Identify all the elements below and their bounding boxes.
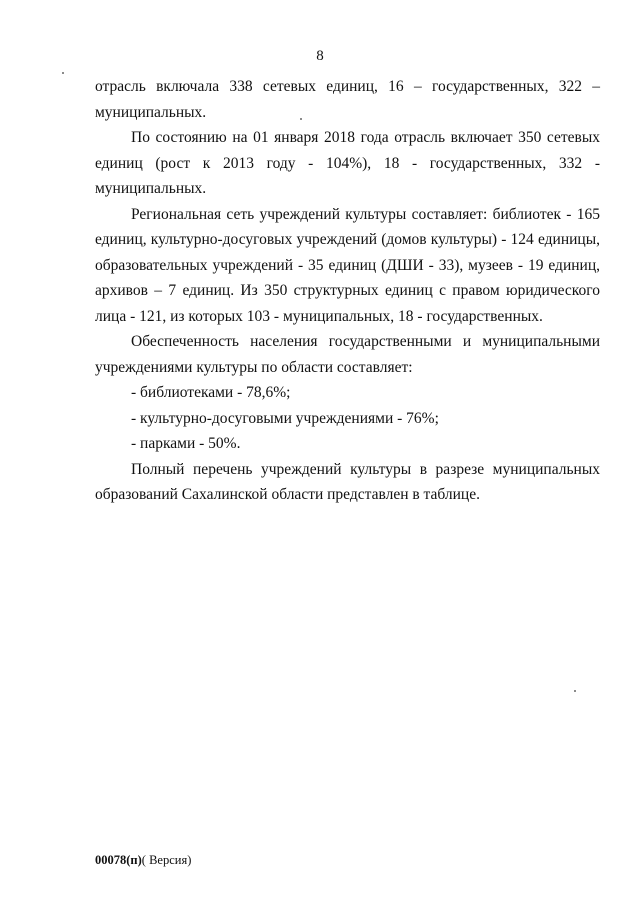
document-version: ( Версия) — [141, 853, 192, 867]
page-number: 8 — [316, 48, 324, 64]
paragraph-full-list: Полный перечень учреждений культуры в разрезе муниципальных образований Сахалинской области представлен в таблице. — [95, 460, 600, 503]
paragraph-provision-intro: Обеспеченность населения государственными и муниципальными учреждениями культуры по области составляет: — [95, 333, 600, 376]
document-code: 00078(п) — [95, 853, 142, 867]
scan-speck — [574, 690, 576, 692]
scan-speck — [300, 118, 302, 120]
paragraph-network-units-past: отрасль включала 338 сетевых единиц, 16 – государственных, 322 – муниципальных. — [95, 78, 600, 121]
paragraph-network-units-2018: По состоянию на 01 января 2018 года отрасль включает 350 сетевых единиц (рост к 2013 году - 104%), 18 - государственных, 332 - муниципальных. — [95, 129, 600, 197]
list-item-parks: - парками - 50%. — [131, 435, 241, 452]
list-item-cultural-leisure: - культурно-досуговыми учреждениями - 76%; — [131, 409, 439, 427]
document-footer — [95, 853, 191, 868]
paragraph-regional-network: Региональная сеть учреждений культуры составляет: библиотек - 165 единиц, культурно-досуговых учреждений (домов культуры) - 124 единицы, образовательных учреждений - 35 единиц (ДШИ - 33), музеев - 19 единиц, архивов – 7 единиц. Из 350 структурных единиц с правом юридического лица - 121, из которых 103 - муниципальных, 18 - государственных. — [95, 205, 600, 325]
document-body — [95, 74, 600, 508]
list-item-libraries: - библиотеками - 78,6%; — [131, 384, 291, 401]
scan-speck — [62, 72, 64, 74]
